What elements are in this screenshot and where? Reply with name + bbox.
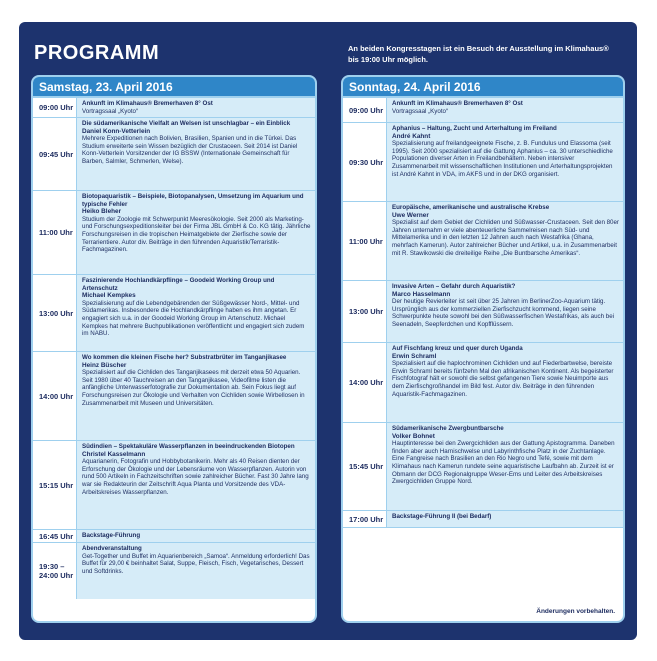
session-content: [77, 530, 315, 542]
session-description: Hauptinteresse bei den Zwergcichliden aus der Gattung Apistogramma. Daneben finden aber auch Harnischwelse und Labyrinthfische Platz in der Zuchtanlage. Eine Fangreise nach Brasilien an den Rio Negro und Tefé, sowie mit dem Klimahaus nach Kamerun rundete seine aquaristische Laufbahn ab. Zurzeit ist er Obmann der DCG Regionalgruppe Weser-Ems und Leiter des Arbeitskreises Zwergcichliden Gruppe Nord.: [392, 440, 615, 486]
session-description: Spezialisiert auf die haplochrominen Cichliden und auf Fiederbartwelse, bereiste Erwin Schraml bereits fünfzehn Mal den afrikanischen Kontinent. Als begeisterter Fischfotograf hält er sowohl die selbst gefangenen Tiere sowie Neuimporte aus dem Zierfischgroßhandel im Bild fest. Autor div. Beiträge in den führenden Aquaristik-Fachmagazinen.: [392, 360, 614, 398]
session-speaker: Erwin Schraml: [392, 352, 437, 360]
session-time: 13:00 Uhr: [343, 281, 387, 342]
session-speaker: Uwe Werner: [392, 211, 429, 219]
session-content: [387, 98, 623, 122]
schedule-row: [33, 530, 315, 543]
session-content: [77, 118, 315, 190]
session-subtitle: Vortragssaal „Kyoto“: [82, 107, 139, 115]
session-title: Die südamerikanische Vielfalt an Welsen ist unschlagbar – ein Einblick: [82, 120, 291, 127]
session-time: 11:00 Uhr: [33, 191, 77, 274]
session-description: Spezialisiert auf die Cichliden des Tanganjikasees mit derzeit etwa 50 Aquarien. Seit 1980 über 40 Tauchreisen an den Tanganjikasee, Videofilme listen die anfängliche Unterwasserfotografie zur Dokumentation ab. Sein Fokus liegt auf Forschungsreisen zur Ökologie und Verhalten von Cichliden sowie Wirbellosen in Zusammenarbeit mit Museen und Universitäten.: [82, 369, 305, 407]
session-speaker: Marco Hasselmann: [392, 290, 451, 298]
session-time: 09:30 Uhr: [343, 123, 387, 201]
session-description: Spezialist auf dem Gebiet der Cichliden und Süßwasser-Crustaceen. Seit den 80er Jahren unternahm er viele abenteuerliche Sammelreisen nach Süd- und Mittelamerika und in den letzten 12 Jahren auch nach Westafrika (Ghana, mehrfach Kamerun). Autor zahlreicher Bücher und Artikel, u.a. in Zusammenarbeit mit R. Stawikowski die dreiteilige Reihe „Die Buntbarsche Amerikas“.: [392, 219, 619, 257]
session-content: [387, 202, 623, 280]
session-title: Aphanius – Haltung, Zucht und Arterhaltung im Freiland: [392, 125, 557, 132]
session-title: Auf Fischfang kreuz und quer durch Uganda: [392, 345, 523, 352]
schedule-row: [33, 275, 315, 352]
session-title: Europäische, amerikanische und australische Krebse: [392, 204, 550, 211]
session-content: [77, 543, 315, 599]
session-title: Ankunft im Klimahaus® Bremerhaven 8° Ost: [392, 100, 523, 107]
session-description: Studium der Zoologie mit Schwerpunkt Meeresökologie. Seit 2000 als Marketing- und Forschungsexpeditionsleiter bei der Firma JBL GmbH & Co. KG tätig. Jährliche Forschungsreisen in die tropischen Heimatgebiete der Zierfische sowie der Terrarientiere. Autor div. Beiträge in den führenden Aquaristik/Terraristik-Fachmagazinen.: [82, 215, 311, 254]
session-time: 15:15 Uhr: [33, 441, 77, 529]
schedule-row: [33, 118, 315, 191]
schedule-row: [343, 281, 623, 343]
schedule-row: [33, 441, 315, 530]
session-time: 14:00 Uhr: [33, 352, 77, 440]
session-description: Der heutige Revierleiter ist seit über 25 Jahren im BerlinerZoo-Aquarium tätig. Ursprünglich aus der kommerziellen Zierfischzucht kommend, liegen seine Schwerpunkte heute sowohl bei den Süßwasserfischen Westafrikas, als auch bei Seenadeln, Seepferdchen und Kopfflüssern.: [392, 298, 615, 328]
sunday-panel: [341, 75, 625, 623]
session-speaker: Michael Kempkes: [82, 292, 136, 300]
session-time: 14:00 Uhr: [343, 343, 387, 422]
session-title: Invasive Arten – Gefahr durch Aquaristik?: [392, 283, 516, 290]
session-description: Aquarianerin, Fotografin und Hobbybotanikerin. Mehr als 40 Reisen dienten der Erforschung der Ökologie und der Lebensräume von Wasserpflanzen. Autorin von rund 500 Artikeln in Fachzeitschriften sowie zahlreicher Bücher. Fast 30 Jahre lang war sie Redakteurin der Zeitschrift Aqua Planta und Vorsitzende des VDA-Arbeitskreises Wasserpflanzen.: [82, 458, 309, 496]
session-time: 09:00 Uhr: [33, 98, 77, 117]
session-title: Wo kommen die kleinen Fische her? Substratbrüter im Tanganjikasee: [82, 354, 287, 361]
exhibition-notice: An beiden Kongresstagen ist ein Besuch der Ausstellung im Klimahaus® bis 19:00 Uhr möglich.: [348, 44, 609, 64]
session-title: Südindien – Spektakuläre Wasserpflanzen in beeindruckenden Biotopen: [82, 443, 295, 450]
session-time: 16:45 Uhr: [33, 530, 77, 542]
session-time: 13:00 Uhr: [33, 275, 77, 351]
session-content: [387, 281, 623, 342]
sunday-day-header: Sonntag, 24. April 2016: [343, 77, 623, 98]
session-content: [77, 98, 315, 117]
session-description: Spezialisierung auf freilandgeeignete Fische, z. B. Fundulus und Elassoma (seit 1995). Seit 2000 spezialisiert auf die Gattung Aphanius – ca. 30 unterschiedliche Populationen diverser Arten in Freilandbehältern. Neben intensiver Zusammenarbeit mit wissenschaftlichen Institutionen und Arterhaltungsprojekten ist André Kahnt in VDA, im AKFS und in der DKG organisiert.: [392, 140, 613, 178]
session-title: Südamerikanische Zwergbuntbarsche: [392, 425, 504, 432]
session-speaker: Daniel Konn-Vetterlein: [82, 127, 151, 135]
session-content: [387, 423, 623, 510]
session-speaker: Heiko Bleher: [82, 208, 122, 216]
session-content: [387, 511, 623, 527]
session-content: [387, 343, 623, 422]
session-time: 17:00 Uhr: [343, 511, 387, 527]
session-content: [77, 441, 315, 529]
schedule-row: [343, 511, 623, 528]
session-speaker: Heinz Büscher: [82, 361, 127, 369]
session-description: Mehrere Expeditionen nach Bolivien, Brasilien, Spanien und in die Türkei. Das Studium erweiterte sein Wissen bezüglich der Crustaceen. Seit 2014 ist Daniel Konn-Vetterlein Vorsitzender der IG BSSW (Internationale Gemeinschaft für Barben, Salmler, Schmerlen, Welse).: [82, 135, 298, 165]
schedule-row: [343, 98, 623, 123]
session-time: 09:00 Uhr: [343, 98, 387, 122]
session-description: Spezialisierung auf die Lebendgebärenden der Süßgewässer Nord-, Mittel- und Südamerikas. Insbesondere die Hochlandkärpflinge haben es ihm angetan. Er engagiert sich u.a. in der Goodeid Working Group im Artenschutz. Michael Kempkes hat mehrere Buchpublikationen veröffentlicht und engagiert sich zudem im NABU.: [82, 299, 305, 338]
footer-note: Änderungen vorbehalten.: [536, 608, 615, 615]
session-title: Backstage-Führung: [82, 532, 141, 539]
session-speaker: Volker Bohnet: [392, 432, 435, 440]
session-title: Ankunft im Klimahaus® Bremerhaven 8° Ost: [82, 100, 213, 107]
session-subtitle: Get-Together und Buffet im Aquarienbereich „Samoa“. Anmeldung erforderlich! Das Buffet für 29,00 € beinhaltet Salat, Suppe, Fleisch, Fisch, Vegetarisches, Dessert und Softdrinks.: [82, 552, 310, 575]
schedule-row: [343, 202, 623, 281]
session-title: Backstage-Führung II (bei Bedarf): [392, 513, 492, 520]
schedule-row: [343, 343, 623, 423]
session-speaker: André Kahnt: [392, 132, 431, 140]
session-title: Abendveranstaltung: [82, 545, 142, 552]
session-time: 09:45 Uhr: [33, 118, 77, 190]
schedule-row: [33, 191, 315, 275]
schedule-row: [33, 543, 315, 599]
schedule-row: [343, 123, 623, 202]
session-content: [77, 275, 315, 351]
schedule-row: [33, 352, 315, 441]
page-title: PROGRAMM: [34, 42, 160, 64]
session-subtitle: Vortragssaal „Kyoto“: [392, 107, 449, 115]
session-speaker: Christel Kasselmann: [82, 450, 146, 458]
session-content: [77, 191, 315, 274]
session-content: [387, 123, 623, 201]
session-time: 11:00 Uhr: [343, 202, 387, 280]
schedule-row: [33, 98, 315, 118]
session-time: 15:45 Uhr: [343, 423, 387, 510]
schedule-row: [343, 423, 623, 511]
session-content: [77, 352, 315, 440]
session-title: Faszinierende Hochlandkärpflinge – Goodeid Working Group und Artenschutz: [82, 277, 275, 292]
session-time: 19:30 – 24:00 Uhr: [33, 543, 77, 599]
session-title: Biotopaquaristik – Beispiele, Biotopanalysen, Umsetzung im Aquarium und typische Fehler: [82, 193, 304, 208]
saturday-panel: [31, 75, 317, 623]
saturday-day-header: Samstag, 23. April 2016: [33, 77, 315, 98]
